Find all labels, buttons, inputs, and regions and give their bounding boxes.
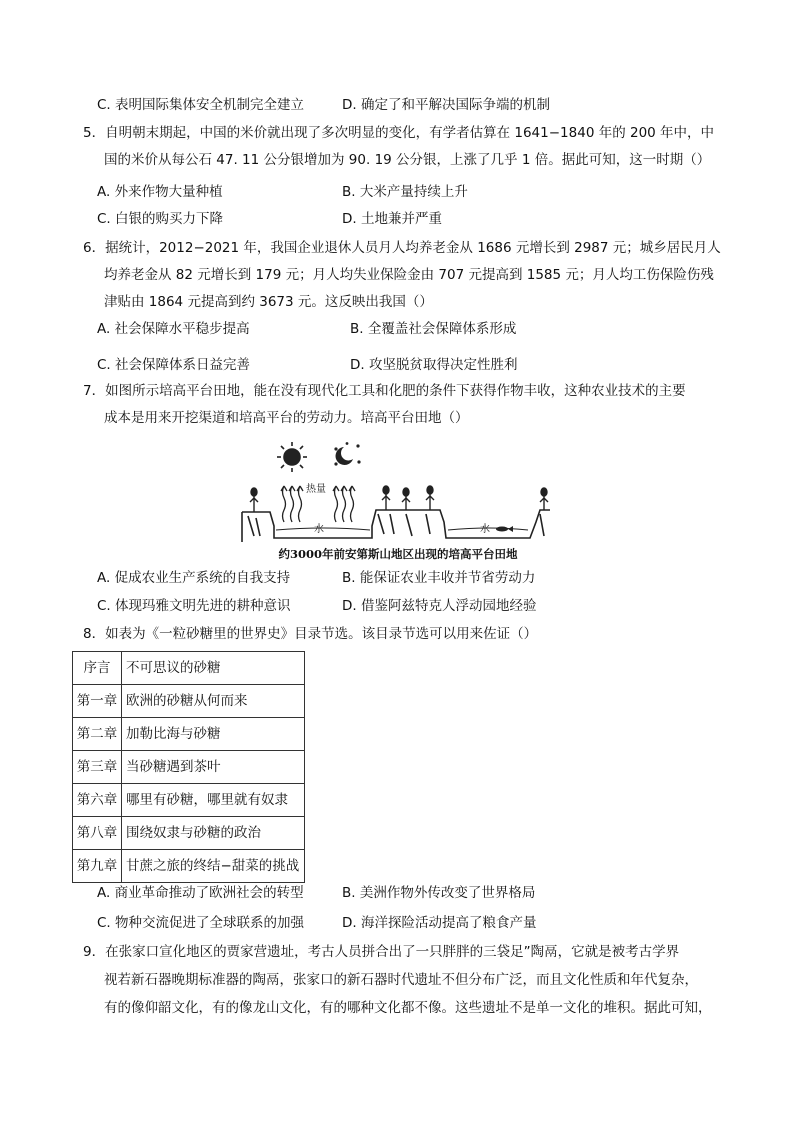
q7-option-d[interactable]: D. 借鉴阿兹特克人浮动园地经验 (342, 598, 537, 614)
heat-label: 热量 (306, 484, 326, 495)
q6-option-c[interactable]: C. 社会保障体系日益完善 (97, 357, 251, 373)
terrain-profile (242, 510, 550, 542)
figure-caption: 约3000年前安第斯山地区出现的培高平台田地 (278, 547, 518, 561)
q7-option-a[interactable]: A. 促成农业生产系统的自我支持 (97, 570, 291, 586)
q4-option-d[interactable]: D. 确定了和平解决国际争端的机制 (342, 97, 550, 113)
q5-option-a[interactable]: A. 外来作物大量种植 (97, 184, 223, 200)
q6-stem-line-1: 6．据统计，2012−2021 年，我国企业退休人员月人均养老金从 1686 元增长到 2987 元；城乡居民月人 (83, 240, 721, 256)
table-row (73, 817, 305, 850)
q8-option-b[interactable]: B. 美洲作物外传改变了世界格局 (342, 885, 536, 901)
toc-chapter: 第二章 (73, 718, 122, 751)
q9-stem-line-1: 9．在张家口宣化地区的贾家营遗址，考古人员拼合出了一只胖胖的三袋足”陶鬲，它就是被考古学界 (83, 944, 680, 960)
table-row (73, 718, 305, 751)
fish-icon (496, 526, 513, 532)
water-label-1: 水 (314, 524, 324, 535)
q9-stem-line-3: 有的像仰韶文化，有的像龙山文化，有的哪种文化都不像。这些遗址不是单一文化的堆积。据此可知， (104, 1000, 712, 1016)
q4-option-c[interactable]: C. 表明国际集体安全机制完全建立 (97, 97, 305, 113)
table-row (73, 784, 305, 817)
q5-option-d[interactable]: D. 土地兼并严重 (342, 211, 442, 227)
toc-chapter: 序言 (73, 652, 122, 685)
q5-option-b[interactable]: B. 大米产量持续上升 (342, 184, 468, 200)
q8-option-c[interactable]: C. 物种交流促进了全球联系的加强 (97, 915, 305, 931)
q8-option-d[interactable]: D. 海洋探险活动提高了粮食产量 (342, 915, 537, 931)
table-row (73, 685, 305, 718)
q7-option-b[interactable]: B. 能保证农业丰收并节省劳动力 (342, 570, 536, 586)
toc-title: 欧洲的砂糖从何而来 (122, 685, 305, 718)
q7-stem-line-2: 成本是用来开挖渠道和培高平台的劳动力。培高平台田地（） (104, 410, 469, 426)
toc-title: 当砂糖遇到茶叶 (122, 751, 305, 784)
toc-title: 不可思议的砂糖 (122, 652, 305, 685)
q7-option-c[interactable]: C. 体现玛雅文明先进的耕种意识 (97, 598, 291, 614)
q6-option-d[interactable]: D. 攻坚脱贫取得决定性胜利 (350, 357, 518, 373)
q7-stem-line-1: 7．如图所示培高平台田地，能在没有现代化工具和化肥的条件下获得作物丰收，这种农业技术的主要 (83, 383, 686, 399)
water-label-2: 水 (480, 524, 490, 535)
sun-icon (277, 442, 307, 472)
table-row (73, 652, 305, 685)
q6-option-b[interactable]: B. 全覆盖社会保障体系形成 (350, 321, 517, 337)
toc-title: 加勒比海与砂糖 (122, 718, 305, 751)
toc-title: 哪里有砂糖，哪里就有奴隶 (122, 784, 305, 817)
q5-option-c[interactable]: C. 白银的购买力下降 (97, 211, 224, 227)
q5-stem-line-2: 国的米价从每公石 47. 11 公分银增加为 90. 19 公分银，上涨了几乎 1 倍。据此可知，这一时期（） (104, 152, 711, 168)
toc-chapter: 第九章 (73, 850, 122, 883)
q9-stem-line-2: 视若新石器晚期标准器的陶鬲，张家口的新石器时代遗址不但分布广泛，而且文化性质和年代复杂， (104, 972, 698, 988)
toc-chapter: 第三章 (73, 751, 122, 784)
q6-stem-line-3: 津贴由 1864 元提高到约 3673 元。这反映出我国（） (104, 294, 433, 310)
q6-stem-line-2: 均养老金从 82 元增长到 179 元；月人均失业保险金由 707 元提高到 1585 元；月人均工伤保险伤残 (104, 267, 714, 283)
toc-title: 甘蔗之旅的终结−甜菜的挑战 (122, 850, 305, 883)
table-row (73, 751, 305, 784)
toc-chapter: 第六章 (73, 784, 122, 817)
q8-option-a[interactable]: A. 商业革命推动了欧洲社会的转型 (97, 885, 304, 901)
q8-stem-line-1: 8．如表为《一粒砂糖里的世界史》目录节选。该目录节选可以用来佐证（） (83, 626, 538, 642)
moon-icon (334, 442, 360, 466)
toc-chapter: 第八章 (73, 817, 122, 850)
toc-chapter: 第一章 (73, 685, 122, 718)
q5-stem-line-1: 5．自明朝末期起，中国的米价就出现了多次明显的变化，有学者估算在 1641−1840 年的 200 年中，中 (83, 125, 715, 141)
toc-table (72, 651, 305, 883)
table-row (73, 850, 305, 883)
toc-title: 围绕奴隶与砂糖的政治 (122, 817, 305, 850)
q6-option-a[interactable]: A. 社会保障水平稳步提高 (97, 321, 250, 337)
